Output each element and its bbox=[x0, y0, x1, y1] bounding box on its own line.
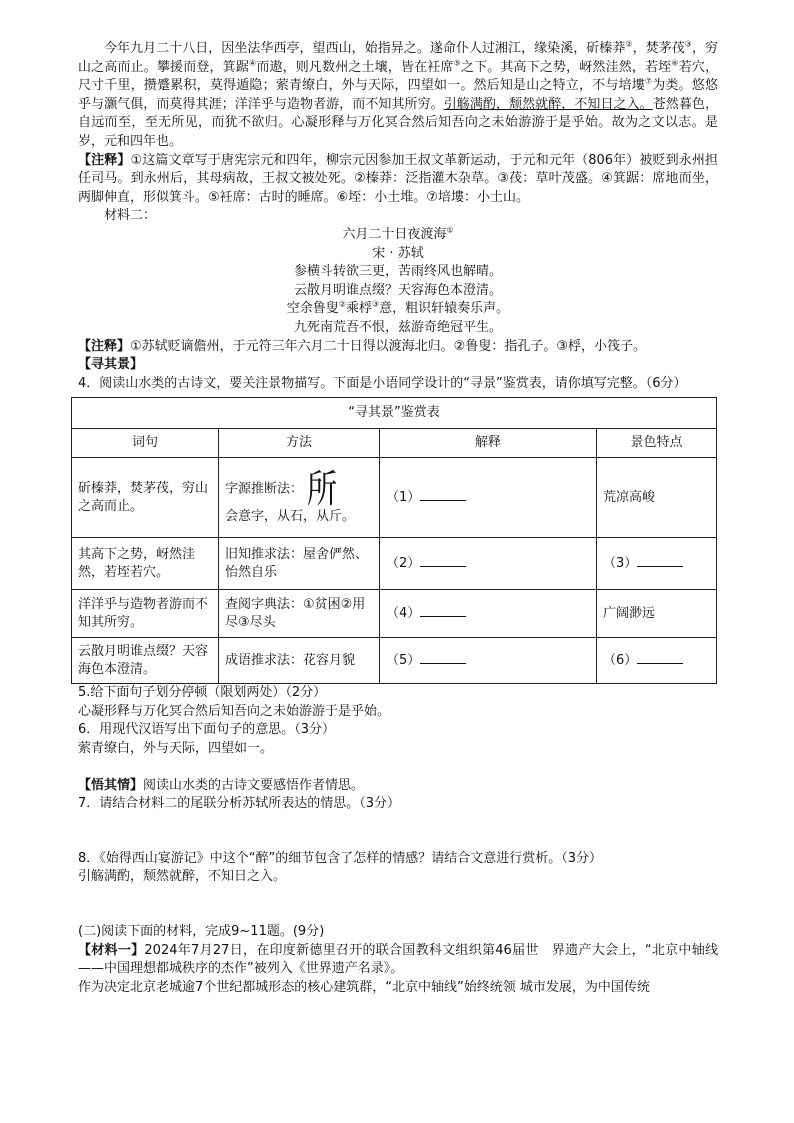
row-phrase: 洋洋乎与造物者游而不知其所穷。 bbox=[72, 590, 219, 638]
poem-title: 六月二十日夜渡海① bbox=[342, 225, 454, 242]
table-row bbox=[72, 638, 717, 684]
material-1-continued: 作为决定北京老城逾7个世纪都城形态的核心建筑群，“北京中轴线”始终统领 城市发展，为中国传统 bbox=[78, 979, 650, 995]
row-explain: （5） bbox=[380, 638, 597, 684]
table-row bbox=[72, 538, 717, 590]
document-page bbox=[78, 40, 718, 997]
table-header-row bbox=[72, 429, 717, 458]
poem bbox=[78, 226, 718, 338]
row-method: 成语推求法：花容月貌 bbox=[219, 638, 380, 684]
row-explain: （1） bbox=[380, 458, 597, 538]
header-feature: 景色特点 bbox=[597, 429, 717, 458]
ancient-character-glyph: 所 bbox=[306, 466, 338, 511]
question-6-sentence: 萦青缭白，外与天际，四望如一。 bbox=[78, 741, 274, 757]
answer-blank[interactable] bbox=[420, 554, 466, 567]
passage-1: 今年九月二十八日，因坐法华西亭，望西山，始指异之。遂命仆人过湘江，缘染溪，斫榛莽②，焚茅茷③，穷山之高而止。攀援而登，箕踞④而遨，则凡数州之土壤，皆在衽席⑤之下。其高下之势，岈然洼然，若垤⑥若穴，尺寸千里，攒蹙累积，莫得遁隐；萦青缭白，外与天际，四望如一。然后知是山之特立，不与培塿⑦为类。悠悠乎与灏气俱，而莫得其涯；洋洋乎与造物者游，而不知其所穷。引觞满酌，颓然就醉，不知日之入。苍然暮色，自远而至，至无所见，而犹不欲归。心凝形释与万化冥合然后知吾向之未始游游于是乎始。故为之文以志。是岁，元和四年也。 bbox=[78, 39, 718, 149]
row-phrase: 其高下之势，岈然洼然，若垤若穴。 bbox=[72, 538, 219, 590]
part-2-title: (二)阅读下面的材料，完成9~11题。(9分) bbox=[78, 924, 325, 940]
question-7: 7．请结合材料二的尾联分析苏轼所表达的情思。（3分） bbox=[78, 796, 401, 812]
section-xun-heading: 【寻其景】 bbox=[78, 357, 144, 373]
poem-line: 参横斗转欲三更，苦雨终风也解晴。 bbox=[293, 264, 502, 280]
answer-blank[interactable] bbox=[420, 604, 466, 617]
poem-author: 宋 · 苏轼 bbox=[372, 245, 424, 261]
row-phrase: 云散月明谁点缀？天容海色本澄清。 bbox=[72, 638, 219, 684]
question-5-sentence: 心凝形释与万化冥合然后知吾向之未始游游于是乎始。 bbox=[78, 703, 391, 719]
row-feature: 荒凉高峻 bbox=[597, 458, 717, 538]
row-phrase: 斫榛莽，焚茅茷，穷山之高而止。 bbox=[72, 458, 219, 538]
answer-blank[interactable] bbox=[420, 651, 466, 664]
header-method: 方法 bbox=[219, 429, 380, 458]
row-explain: （2） bbox=[380, 538, 597, 590]
material-1: 【材料一】2024年7月27日，在印度新德里召开的联合国教科文组织第46届世 界遗产大会上，“北京中轴线——中国理想都城秩序的杰作”被列入《世界遗产名录》。 bbox=[78, 942, 718, 977]
table-row bbox=[72, 458, 717, 538]
row-feature: （6） bbox=[597, 638, 717, 684]
material-2-label: 材料二： bbox=[104, 208, 157, 224]
row-method: 字源推断法： 所 会意字，从石，从斤。 bbox=[219, 458, 380, 538]
poem-line: 云散月明谁点缀？天容海色本澄清。 bbox=[293, 282, 502, 298]
table-row bbox=[72, 590, 717, 638]
note-1: 【注释】①这篇文章写于唐宪宗元和四年，柳宗元因参加王叔文革新运动，于元和元年（806年）被贬到永州担任司马。到永州后，其母病故，王叔文被处死。②榛莽：泛指灌木杂草。③茷：草叶茂盛。④箕踞：席地而坐，两脚伸直，形似箕斗。⑤衽席：古时的睡席。⑥垤：小土堆。⑦培塿：小土山。 bbox=[78, 152, 718, 205]
header-phrase: 词句 bbox=[72, 429, 219, 458]
poem-line: 九死南荒吾不恨，兹游奇绝冠平生。 bbox=[293, 319, 502, 335]
question-8-sentence: 引觞满酌，颓然就醉，不知日之入。 bbox=[78, 869, 287, 885]
appreciation-table bbox=[71, 397, 717, 684]
question-6: 6．用现代汉语写出下面句子的意思。（3分） bbox=[78, 722, 336, 738]
answer-blank[interactable] bbox=[637, 651, 683, 664]
note-2: 【注释】①苏轼贬谪儋州，于元符三年六月二十日得以渡海北归。②鲁叟：指孔子。③桴，小筏子。 bbox=[78, 338, 646, 354]
header-explain: 解释 bbox=[380, 429, 597, 458]
row-method: 查阅字典法：①贫困②用尽③尽头 bbox=[219, 590, 380, 638]
poem-line: 空余鲁叟②乘桴③意，粗识轩辕奏乐声。 bbox=[286, 299, 510, 317]
answer-blank[interactable] bbox=[420, 488, 466, 501]
question-8: 8．《始得西山宴游记》中这个“醉”的细节包含了怎样的情感？请结合文意进行赏析。（3分） bbox=[78, 850, 603, 866]
table-caption: “寻其景”鉴赏表 bbox=[72, 398, 717, 429]
section-wu: 【悟其情】阅读山水类的古诗文要感悟作者情思。 bbox=[78, 777, 365, 793]
row-feature: 广阔渺远 bbox=[597, 590, 717, 638]
answer-blank[interactable] bbox=[637, 554, 683, 567]
row-explain: （4） bbox=[380, 590, 597, 638]
underlined-sentence: 引觞满酌，颓然就醉，不知日之入。 bbox=[443, 96, 653, 112]
row-feature: （3） bbox=[597, 538, 717, 590]
row-method: 旧知推求法：屋舍俨然、怡然自乐 bbox=[219, 538, 380, 590]
question-4: 4．阅读山水类的古诗文，要关注景物描写。下面是小语同学设计的“寻景”鉴赏表，请你填写完整。（6分） bbox=[78, 375, 687, 391]
question-5: 5.给下面句子划分停顿（限划两处）（2分） bbox=[78, 685, 327, 701]
